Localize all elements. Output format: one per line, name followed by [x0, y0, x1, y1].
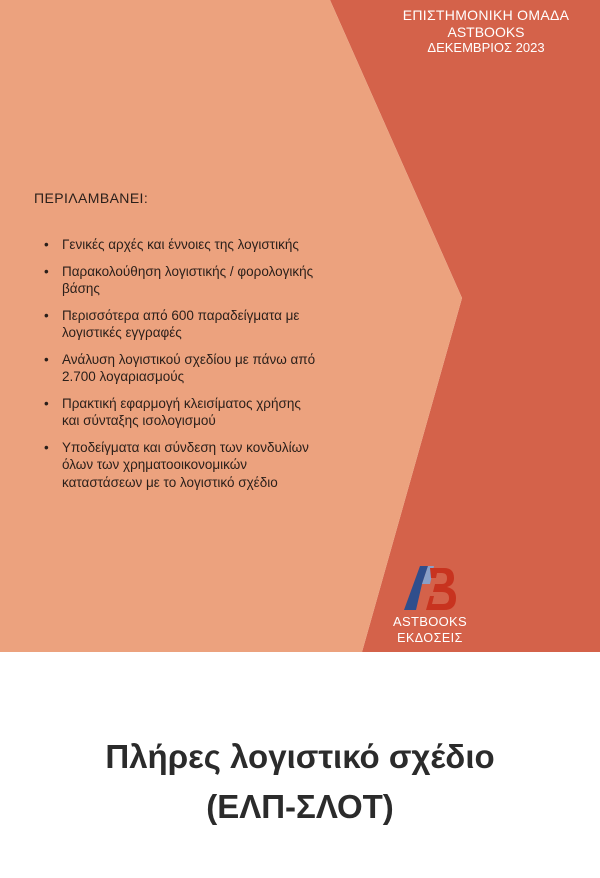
bullet-icon: •	[44, 263, 49, 279]
list-item-text: και σύνταξης ισολογισμού	[62, 413, 216, 429]
list-item-text: βάσης	[62, 281, 100, 297]
header-publisher: ASTBOOKS	[447, 23, 525, 40]
book-title-line1: Πλήρες λογιστικό σχέδιο	[105, 738, 495, 775]
list-item	[44, 263, 404, 298]
book-title-line2: (ΕΛΠ-ΣΛΟΤ)	[206, 788, 394, 825]
list-item-text: Περισσότερα από 600 παραδείγματα με	[62, 307, 300, 323]
bottom-left-notch	[0, 652, 70, 700]
bullet-icon: •	[44, 307, 49, 323]
ab-logo-icon	[400, 560, 460, 612]
bullet-icon: •	[44, 439, 49, 455]
contents-list	[44, 236, 404, 501]
list-item	[44, 307, 404, 342]
header-block	[386, 7, 586, 55]
list-item-text: όλων των χρηματοοικονομικών	[62, 457, 248, 473]
list-item-text: Παρακολούθηση λογιστικής / φορολογικής	[62, 263, 314, 279]
publisher-logo	[380, 560, 480, 645]
bullet-icon: •	[44, 395, 49, 411]
header-date: ΔΕΚΕΜΒΡΙΟΣ 2023	[427, 40, 545, 56]
list-item	[44, 439, 404, 492]
list-item	[44, 236, 404, 254]
logo-brand-part1: AST	[393, 614, 420, 629]
logo-brand-text	[380, 614, 480, 629]
list-item	[44, 395, 404, 430]
bullet-icon: •	[44, 351, 49, 367]
bullet-icon: •	[44, 237, 49, 252]
list-item-text: καταστάσεων με το λογιστικό σχέδιο	[62, 475, 278, 491]
logo-subtitle: ΕΚΔΟΣΕΙΣ	[397, 631, 463, 645]
logo-brand-part2: BOOKS	[419, 614, 467, 629]
list-item-text: Πρακτική εφαρμογή κλεισίματος χρήσης	[62, 395, 301, 411]
list-item-text: Ανάλυση λογιστικού σχεδίου με πάνω από	[62, 351, 316, 367]
includes-heading: ΠΕΡΙΛΑΜΒΑΝΕΙ:	[34, 190, 149, 206]
header-group: ΕΠΙΣΤΗΜΟΝΙΚΗ ΟΜΑΔΑ	[402, 7, 570, 23]
list-item-text: Υποδείγματα και σύνδεση των κονδυλίων	[62, 439, 309, 455]
list-item-text: Γενικές αρχές και έννοιες της λογιστικής	[62, 237, 299, 252]
list-item	[44, 351, 404, 386]
list-item-text: 2.700 λογαριασμούς	[62, 369, 185, 385]
list-item-text: λογιστικές εγγραφές	[62, 325, 182, 341]
